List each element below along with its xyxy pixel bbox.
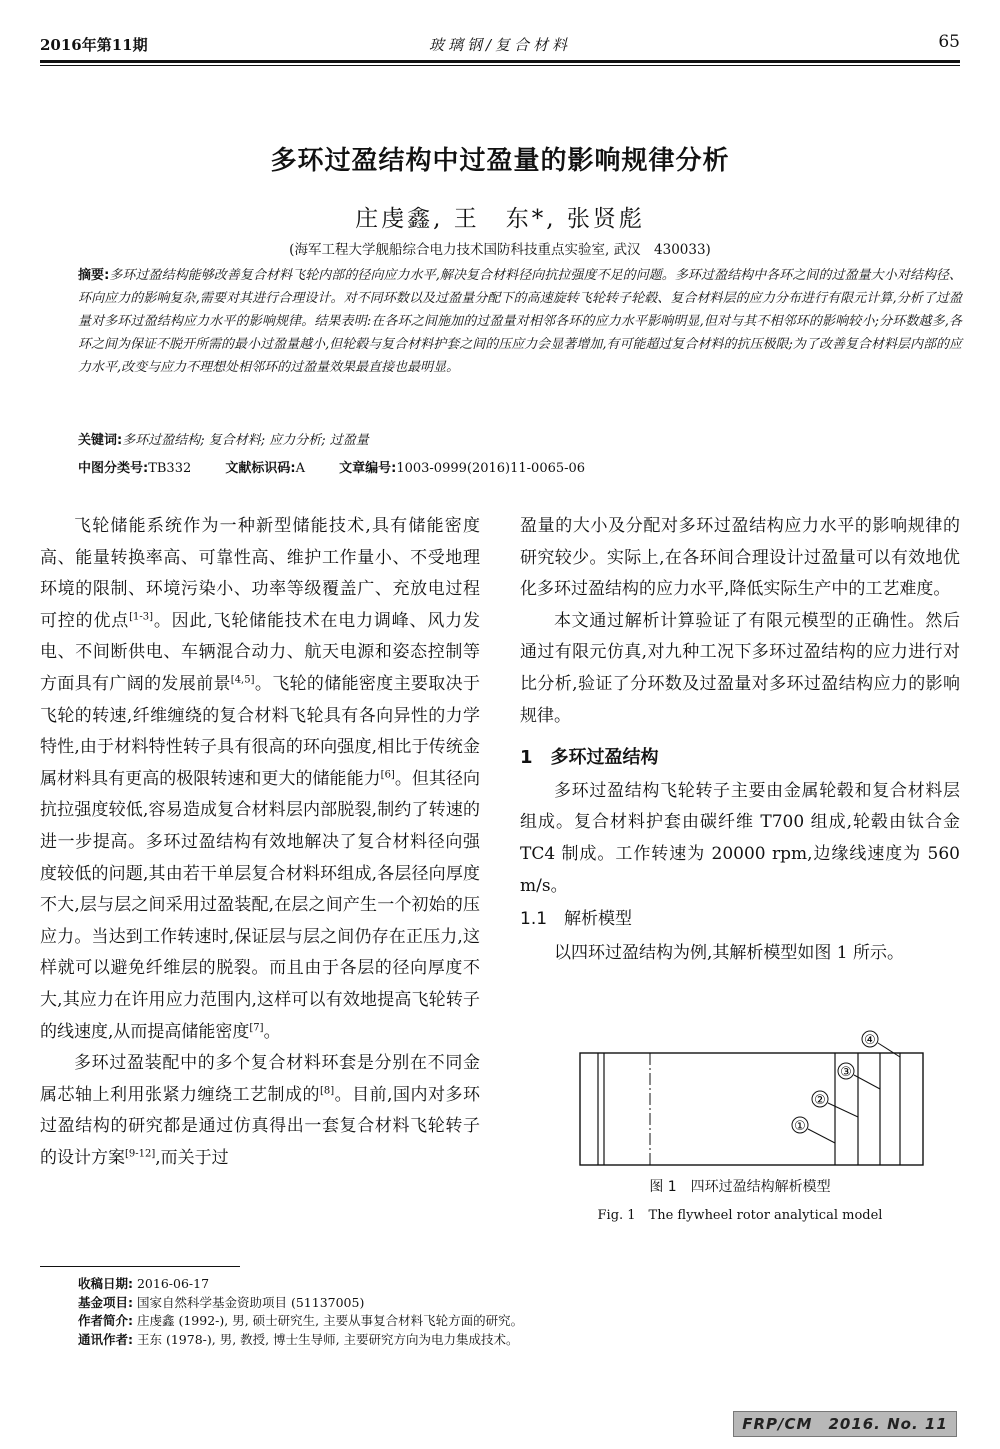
- citation: [4,5]: [230, 674, 255, 686]
- abstract: [78, 264, 962, 379]
- citation: [7]: [249, 1021, 264, 1033]
- affiliation: (海军工程大学舰船综合电力技术国防科技重点实验室, 武汉 430033): [289, 242, 711, 258]
- abstract-label: 摘要:: [78, 268, 110, 283]
- body-column-left: [40, 511, 480, 1174]
- abstract-text: 多环过盈结构能够改善复合材料飞轮内部的径向应力水平,解决复合材料径向抗拉强度不足的问题。多环过盈结构中各环之间的过盈量大小对结构径、环向应力的影响复杂,需要对其进行合理设计。对不同环数以及过盈量分配下的高速旋转飞轮转子轮毂、复合材料层的应力分布进行有限元计算,分析了过盈量对多环过盈结构应力水平的影响规律。结果表明:在各环之间施加的过盈量对相邻各环的应力水平影响明显,但对与其不相邻环的影响较小;分环数越多,各环之间为保证不脱开所需的最小过盈量越小,但轮毂与复合材料护套之间的压应力会显著增加,有可能超过复合材料的抗压极限;为了改善复合材料层内部的应力水平,改变与应力不理想处相邻环的过盈量效果最直接也最明显。: [78, 268, 963, 375]
- section-heading: 1 多环过盈结构: [520, 747, 659, 769]
- paragraph: 以四环过盈结构为例,其解析模型如图 1 所示。: [554, 942, 905, 963]
- citation: [6]: [380, 769, 395, 781]
- citation: [1-3]: [129, 611, 154, 623]
- callout-label-2: ②: [814, 1093, 826, 1108]
- footnote-author: 作者简介: 庄虔鑫 (1992-), 男, 硕士研究生, 主要从事复合材料飞轮方面的研究。: [78, 1313, 524, 1329]
- doc-code-label: 文献标识码:: [225, 461, 296, 476]
- citation: [8]: [319, 1085, 335, 1097]
- page-number: 65: [938, 32, 960, 52]
- paper-title: 多环过盈结构中过盈量的影响规律分析: [270, 146, 730, 176]
- journal-badge: FRP/CM 2016. No. 11: [733, 1411, 957, 1437]
- keywords-text: 多环过盈结构; 复合材料; 应力分析; 过盈量: [122, 433, 369, 448]
- running-header: [40, 30, 960, 60]
- footnote-corresponding: 通讯作者: 王东 (1978-), 男, 教授, 博士生导师, 主要研究方向为电力集成技术。: [78, 1331, 519, 1347]
- article-number-label: 文章编号:: [339, 461, 397, 476]
- footnote-fund: 基金项目: 国家自然科学基金资助项目 (51137005): [78, 1294, 365, 1310]
- subsection-heading: 1.1 解析模型: [520, 909, 633, 930]
- callout-label-3: ③: [840, 1065, 852, 1080]
- callout-label-1: ①: [794, 1119, 806, 1134]
- author-list: 庄虔鑫, 王 东*, 张贤彪: [355, 206, 645, 232]
- leader-line-4: [878, 1043, 900, 1057]
- issue-label: 2016年第11期: [40, 36, 148, 54]
- figure-caption-en: Fig. 1 The flywheel rotor analytical model: [597, 1208, 883, 1223]
- figure-analytical-model: [570, 1025, 932, 1170]
- leader-line-1: [808, 1129, 835, 1143]
- citation: [9-12]: [125, 1148, 156, 1160]
- footnotes: [78, 1275, 958, 1349]
- paragraph: 多环过盈结构飞轮转子主要由金属轮毂和复合材料层组成。复合材料护套由碳纤维 T700 组成,轮毂由钛合金 TC4 制成。工作转速为 20000 rpm,边缘线速度为 560 m/s。: [520, 780, 960, 896]
- rotor-outline: [580, 1053, 923, 1165]
- clc-value: TB332: [148, 461, 192, 476]
- classification-line: [78, 457, 962, 476]
- header-rule-thin: [40, 65, 960, 66]
- footnote-rule: [40, 1266, 240, 1267]
- paragraph: 盈量的大小及分配对多环过盈结构应力水平的影响规律的研究较少。实际上,在各环间合理设计过盈量可以有效地优化多环过盈结构的应力水平,降低实际生产中的工艺难度。: [520, 516, 960, 600]
- article-number-value: 1003-0999(2016)11-0065-06: [396, 461, 586, 476]
- header-rule-thick: [40, 60, 960, 63]
- keywords: [78, 429, 962, 448]
- body-column-right: [520, 511, 960, 969]
- figure-caption-cn: 图 1 四环过盈结构解析模型: [649, 1179, 831, 1195]
- doc-code-value: A: [295, 461, 305, 476]
- footnote-received: 收稿日期: 2016-06-17: [78, 1276, 210, 1291]
- keywords-label: 关键词:: [78, 433, 123, 448]
- paragraph: 飞轮储能系统作为一种新型储能技术,具有储能密度高、能量转换率高、可靠性高、维护工作量小、不受地理环境的限制、环境污染小、功率等级覆盖广、充放电过程可控的优点[1-3]。因此,飞轮储能技术在电力调峰、风力发电、不间断供电、车辆混合动力、航天电源和姿态控制等方面具有广阔的发展前景[4,5]。飞轮的储能密度主要取决于飞轮的转速,纤维缠绕的复合材料飞轮具有各向异性的力学特性,由于材料特性转子具有很高的环向强度,相比于传统金属材料具有更高的极限转速和更大的储能能力[6]。但其径向抗拉强度较低,容易造成复合材料层内部脱裂,制约了转速的进一步提高。多环过盈结构有效地解决了复合材料径向强度较低的问题,其由若干单层复合材料环组成,各层径向厚度不大,层与层之间采用过盈装配,在层之间产生一个初始的压应力。当达到工作转速时,保证层与层之间仍存在正压力,这样就可以避免纤维层的脱裂。而且由于各层的径向厚度不大,其应力在许用应力范围内,这样可以有效地提高飞轮转子的线速度,从而提高储能密度[7]。: [40, 516, 481, 1042]
- journal-name: 玻璃钢/复合材料: [428, 36, 572, 54]
- leader-line-2: [828, 1103, 858, 1117]
- clc-label: 中图分类号:: [78, 461, 149, 476]
- paragraph: 本文通过解析计算验证了有限元模型的正确性。然后通过有限元仿真,对九种工况下多环过盈结构的应力进行对比分析,验证了分环数及过盈量对多环过盈结构应力的影响规律。: [520, 610, 960, 726]
- callout-label-4: ④: [864, 1033, 876, 1048]
- paragraph: 多环过盈装配中的多个复合材料环套是分别在不同金属芯轴上利用张紧力缠绕工艺制成的[8]。目前,国内对多环过盈结构的研究都是通过仿真得出一套复合材料飞轮转子的设计方案[9-12],而关于过: [40, 1053, 481, 1168]
